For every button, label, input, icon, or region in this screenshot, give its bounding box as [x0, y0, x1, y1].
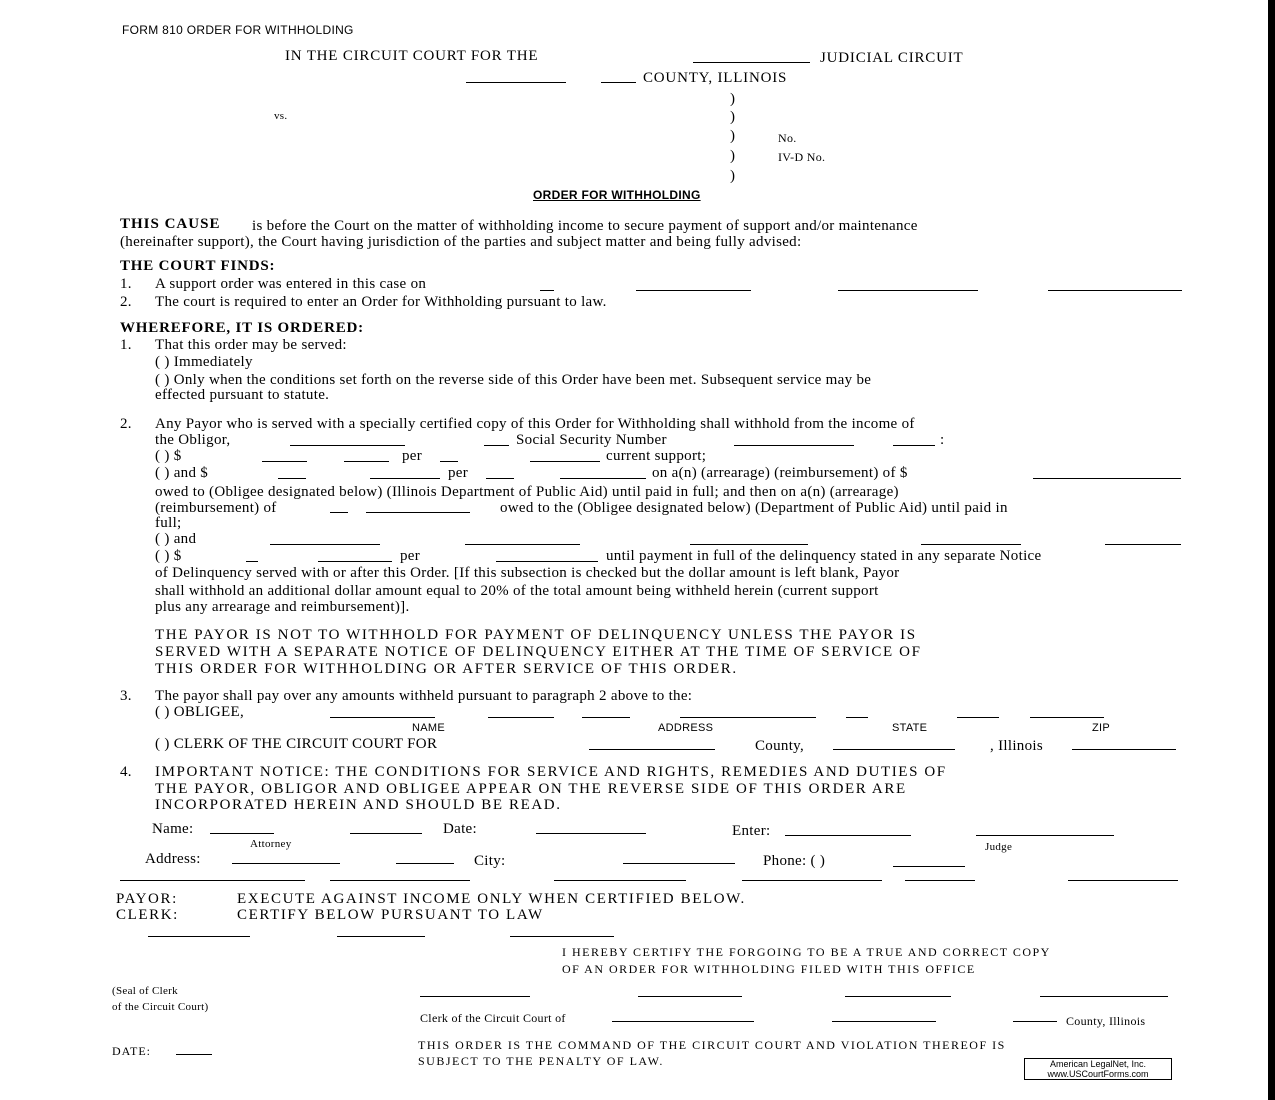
obligor-name-blank[interactable] — [290, 445, 405, 446]
finds-heading: THE COURT FINDS: — [120, 258, 276, 274]
finds-num-1: 1. — [120, 276, 132, 292]
arrears-period-blank-2[interactable] — [560, 478, 646, 479]
delinq-period-blank[interactable] — [496, 561, 598, 562]
and-blank-3[interactable] — [690, 544, 808, 545]
current-amount-blank-2[interactable] — [344, 461, 389, 462]
date-blank[interactable] — [536, 833, 646, 834]
circuit-blank[interactable] — [693, 62, 810, 63]
clerk-instruction: CERTIFY BELOW PURSUANT TO LAW — [237, 907, 544, 923]
obligee-state-blank-2[interactable] — [957, 717, 999, 718]
p2-ssn-label: Social Security Number — [516, 432, 667, 448]
obligee-zip-blank[interactable] — [1030, 717, 1104, 718]
phone-blank[interactable] — [893, 866, 965, 867]
signature-blank-d[interactable] — [742, 880, 882, 881]
vs-label: vs. — [274, 110, 288, 122]
name-blank[interactable] — [210, 833, 274, 834]
p2-obligor-label: the Obligor, — [155, 432, 231, 448]
county-blank-1[interactable] — [466, 82, 566, 83]
enter-blank[interactable] — [785, 835, 911, 836]
current-period-blank[interactable] — [440, 461, 458, 462]
publisher-badge — [1024, 1058, 1172, 1080]
attorney-label: Attorney — [250, 838, 292, 850]
and-blank-5[interactable] — [1105, 544, 1181, 545]
signature-blank-f[interactable] — [1068, 880, 1178, 881]
delinq-amount-blank-2[interactable] — [318, 561, 392, 562]
paren: ) — [730, 148, 736, 164]
ivd-no-label: IV-D No. — [778, 150, 826, 164]
p2-per-3: per — [400, 548, 421, 564]
signature-blank-a[interactable] — [120, 880, 305, 881]
obligee-address-blank-2[interactable] — [680, 717, 816, 718]
enter-label: Enter: — [732, 823, 771, 839]
city-label: City: — [474, 853, 506, 869]
payor-instruction: EXECUTE AGAINST INCOME ONLY WHEN CERTIFIED BELOW. — [237, 891, 746, 907]
clerk-sig-blank-2[interactable] — [638, 996, 742, 997]
county-illinois-label: County, Illinois — [1066, 1014, 1146, 1028]
finds-num-2: 2. — [120, 294, 132, 310]
court-line-1: IN THE CIRCUIT COURT FOR THE — [285, 48, 539, 64]
ordered-num-3: 3. — [120, 688, 132, 704]
command-line-1: THIS ORDER IS THE COMMAND OF THE CIRCUIT COURT AND VIOLATION THEREOF IS — [418, 1038, 1006, 1052]
date-label: Date: — [443, 821, 477, 837]
important-notice-2: THE PAYOR, OBLIGOR AND OBLIGEE APPEAR ON THE REVERSE SIDE OF THIS ORDER ARE — [155, 781, 907, 797]
clerk-of-label: Clerk of the Circuit Court of — [420, 1011, 566, 1025]
option-obligee[interactable]: ( ) OBLIGEE, — [155, 704, 244, 720]
p2-full: full; — [155, 515, 182, 531]
p2-delinq-3: plus any arrearage and reimbursement)]. — [155, 599, 410, 615]
intro-line-1: is before the Court on the matter of withholding income to secure payment of support and/or maintenance — [252, 218, 918, 234]
p2-dollar-current[interactable]: ( ) $ — [155, 448, 182, 464]
paren: ) — [730, 109, 736, 125]
important-notice-3: INCORPORATED HEREIN AND SHOULD BE READ. — [155, 797, 562, 813]
p2-owed-2: owed to the (Obligee designated below) (Department of Public Aid) until paid in — [500, 500, 1008, 516]
signature-blank-b[interactable] — [330, 880, 470, 881]
obligor-name-blank-2[interactable] — [484, 445, 509, 446]
certify-line-2: OF AN ORDER FOR WITHHOLDING FILED WITH THIS OFFICE — [562, 962, 976, 976]
paren: ) — [730, 128, 736, 144]
cert-blank-1[interactable] — [148, 936, 250, 937]
obligee-name-blank-2[interactable] — [488, 717, 554, 718]
arrears-period-blank[interactable] — [486, 478, 514, 479]
arrears-amount-blank[interactable] — [278, 478, 306, 479]
important-notice-1: IMPORTANT NOTICE: THE CONDITIONS FOR SERVICE AND RIGHTS, REMEDIES AND DUTIES OF — [155, 764, 947, 780]
support-date-blank-4[interactable] — [1048, 290, 1182, 291]
ssn-blank-2[interactable] — [893, 445, 935, 446]
obligee-name-blank[interactable] — [330, 717, 435, 718]
paren: ) — [730, 91, 736, 107]
finds-item-2: The court is required to enter an Order for Withholding pursuant to law. — [155, 294, 607, 310]
ordered-num-2: 2. — [120, 416, 132, 432]
clerk-illinois-blank[interactable] — [1072, 749, 1176, 750]
and-blank-2[interactable] — [465, 544, 580, 545]
case-no-label: No. — [778, 131, 797, 145]
finds-item-1: A support order was entered in this case on — [155, 276, 427, 292]
option-only-when[interactable]: ( ) Only when the conditions set forth on the reverse side of this Order have been met. Subsequent service may be — [155, 372, 872, 388]
ordered-num-1: 1. — [120, 337, 132, 353]
obligee-address-blank[interactable] — [582, 717, 630, 718]
label-address: ADDRESS — [658, 722, 714, 734]
name-blank-2[interactable] — [350, 833, 422, 834]
bottom-date-blank[interactable] — [176, 1054, 212, 1055]
clerk-county-blank-2[interactable] — [833, 749, 955, 750]
signature-blank-c[interactable] — [554, 880, 686, 881]
judicial-circuit: JUDICIAL CIRCUIT — [820, 50, 964, 66]
support-date-blank-1[interactable] — [540, 290, 554, 291]
p2-and-option[interactable]: ( ) and — [155, 531, 197, 547]
publisher-url: www.USCourtForms.com — [1047, 1069, 1149, 1079]
certify-line-1: I HEREBY CERTIFY THE FORGOING TO BE A TRUE AND CORRECT COPY — [562, 945, 1051, 959]
clerk-label: CLERK: — [116, 907, 179, 923]
p3-illinois: , Illinois — [990, 738, 1044, 754]
scan-edge — [1268, 0, 1275, 1100]
address-blank[interactable] — [232, 863, 340, 864]
p2-delinq-1: of Delinquency served with or after this Order. [If this subsection is checked but the dollar amount is left blank, Payor — [155, 565, 900, 581]
obligee-state-blank[interactable] — [846, 717, 868, 718]
reimb-amount-blank[interactable] — [330, 512, 348, 513]
clerk-county-of-blank-3[interactable] — [1013, 1021, 1057, 1022]
clerk-county-of-blank[interactable] — [612, 1021, 754, 1022]
document-title: ORDER FOR WITHHOLDING — [533, 188, 701, 202]
county-illinois: COUNTY, ILLINOIS — [643, 70, 788, 86]
option-clerk[interactable]: ( ) CLERK OF THE CIRCUIT COURT FOR — [155, 736, 438, 752]
p2-line-1: Any Payor who is served with a specially certified copy of this Order for Withholding shall withhold from the income of — [155, 416, 915, 432]
clerk-sig-blank-3[interactable] — [845, 996, 951, 997]
label-zip: ZIP — [1092, 722, 1111, 734]
p3-county: County, — [755, 738, 805, 754]
form-header: FORM 810 ORDER FOR WITHHOLDING — [122, 23, 354, 37]
clerk-county-of-blank-2[interactable] — [832, 1021, 936, 1022]
clerk-sig-blank-4[interactable] — [1040, 996, 1168, 997]
arrears-amount-blank-2[interactable] — [370, 478, 440, 479]
clerk-county-blank[interactable] — [589, 749, 715, 750]
seal-label-2: of the Circuit Court) — [112, 1001, 209, 1013]
payor-label: PAYOR: — [116, 891, 178, 907]
address-blank-2[interactable] — [396, 863, 454, 864]
clerk-sig-blank-1[interactable] — [420, 996, 530, 997]
and-blank-1[interactable] — [270, 544, 380, 545]
label-state: STATE — [892, 722, 928, 734]
p2-reimb-of: (reimbursement) of — [155, 500, 277, 516]
p2-dollar-delinquency[interactable]: ( ) $ — [155, 548, 182, 564]
ordered-p1: That this order may be served: — [155, 337, 347, 353]
command-line-2: SUBJECT TO THE PENALTY OF LAW. — [418, 1054, 664, 1068]
p2-owed-1: owed to (Obligee designated below) (Illinois Department of Public Aid) until paid in full; and then on a(n) (arrearage) — [155, 484, 899, 500]
p2-colon: : — [940, 432, 945, 448]
judge-label: Judge — [985, 841, 1013, 853]
signature-blank-e[interactable] — [905, 880, 975, 881]
delinq-amount-blank[interactable] — [246, 561, 258, 562]
delinquency-notice-2: SERVED WITH A SEPARATE NOTICE OF DELINQUENCY EITHER AT THE TIME OF SERVICE OF — [155, 644, 922, 660]
p2-on-a: on a(n) (arrearage) (reimbursement) of $ — [652, 465, 908, 481]
p3-text: The payor shall pay over any amounts withheld pursuant to paragraph 2 above to the: — [155, 688, 693, 704]
delinquency-notice-1: THE PAYOR IS NOT TO WITHHOLD FOR PAYMENT OF DELINQUENCY UNLESS THE PAYOR IS — [155, 627, 917, 643]
ssn-blank[interactable] — [734, 445, 854, 446]
intro-lead: THIS CAUSE — [120, 216, 221, 232]
p2-delinq-2: shall withhold an additional dollar amount equal to 20% of the total amount being withheld herein (current support — [155, 583, 879, 599]
paren: ) — [730, 168, 736, 184]
delinquency-notice-3: THIS ORDER FOR WITHHOLDING OR AFTER SERVICE OF THIS ORDER. — [155, 661, 738, 677]
date-label-bottom: DATE: — [112, 1044, 151, 1058]
cert-blank-2[interactable] — [337, 936, 425, 937]
publisher-name: American LegalNet, Inc. — [1049, 1059, 1147, 1069]
support-date-blank-3[interactable] — [838, 290, 978, 291]
p2-per: per — [402, 448, 423, 464]
reimb-amount-blank-2[interactable] — [366, 512, 470, 513]
county-blank-2[interactable] — [601, 82, 636, 83]
judge-blank[interactable] — [976, 835, 1114, 836]
phone-label: Phone: ( ) — [763, 853, 826, 869]
p2-per-2: per — [448, 465, 469, 481]
arrears-total-blank[interactable] — [1033, 478, 1181, 479]
name-label: Name: — [152, 821, 194, 837]
label-name: NAME — [412, 722, 445, 734]
ordered-num-4: 4. — [120, 764, 132, 780]
current-period-blank-2[interactable] — [530, 461, 600, 462]
and-blank-4[interactable] — [921, 544, 1021, 545]
option-only-when-cont: effected pursuant to statute. — [155, 387, 330, 403]
address-label: Address: — [145, 851, 201, 867]
p2-current-support: current support; — [606, 448, 707, 464]
ordered-heading: WHEREFORE, IT IS ORDERED: — [120, 320, 364, 336]
current-amount-blank[interactable] — [262, 461, 307, 462]
p2-until: until payment in full of the delinquency stated in any separate Notice — [606, 548, 1042, 564]
p2-and-dollar[interactable]: ( ) and $ — [155, 465, 209, 481]
cert-blank-3[interactable] — [510, 936, 614, 937]
support-date-blank-2[interactable] — [636, 290, 751, 291]
seal-label-1: (Seal of Clerk — [112, 985, 178, 997]
option-immediately[interactable]: ( ) Immediately — [155, 354, 253, 370]
city-blank[interactable] — [623, 863, 735, 864]
intro-line-2: (hereinafter support), the Court having jurisdiction of the parties and subject matter and being fully advised: — [120, 234, 802, 250]
